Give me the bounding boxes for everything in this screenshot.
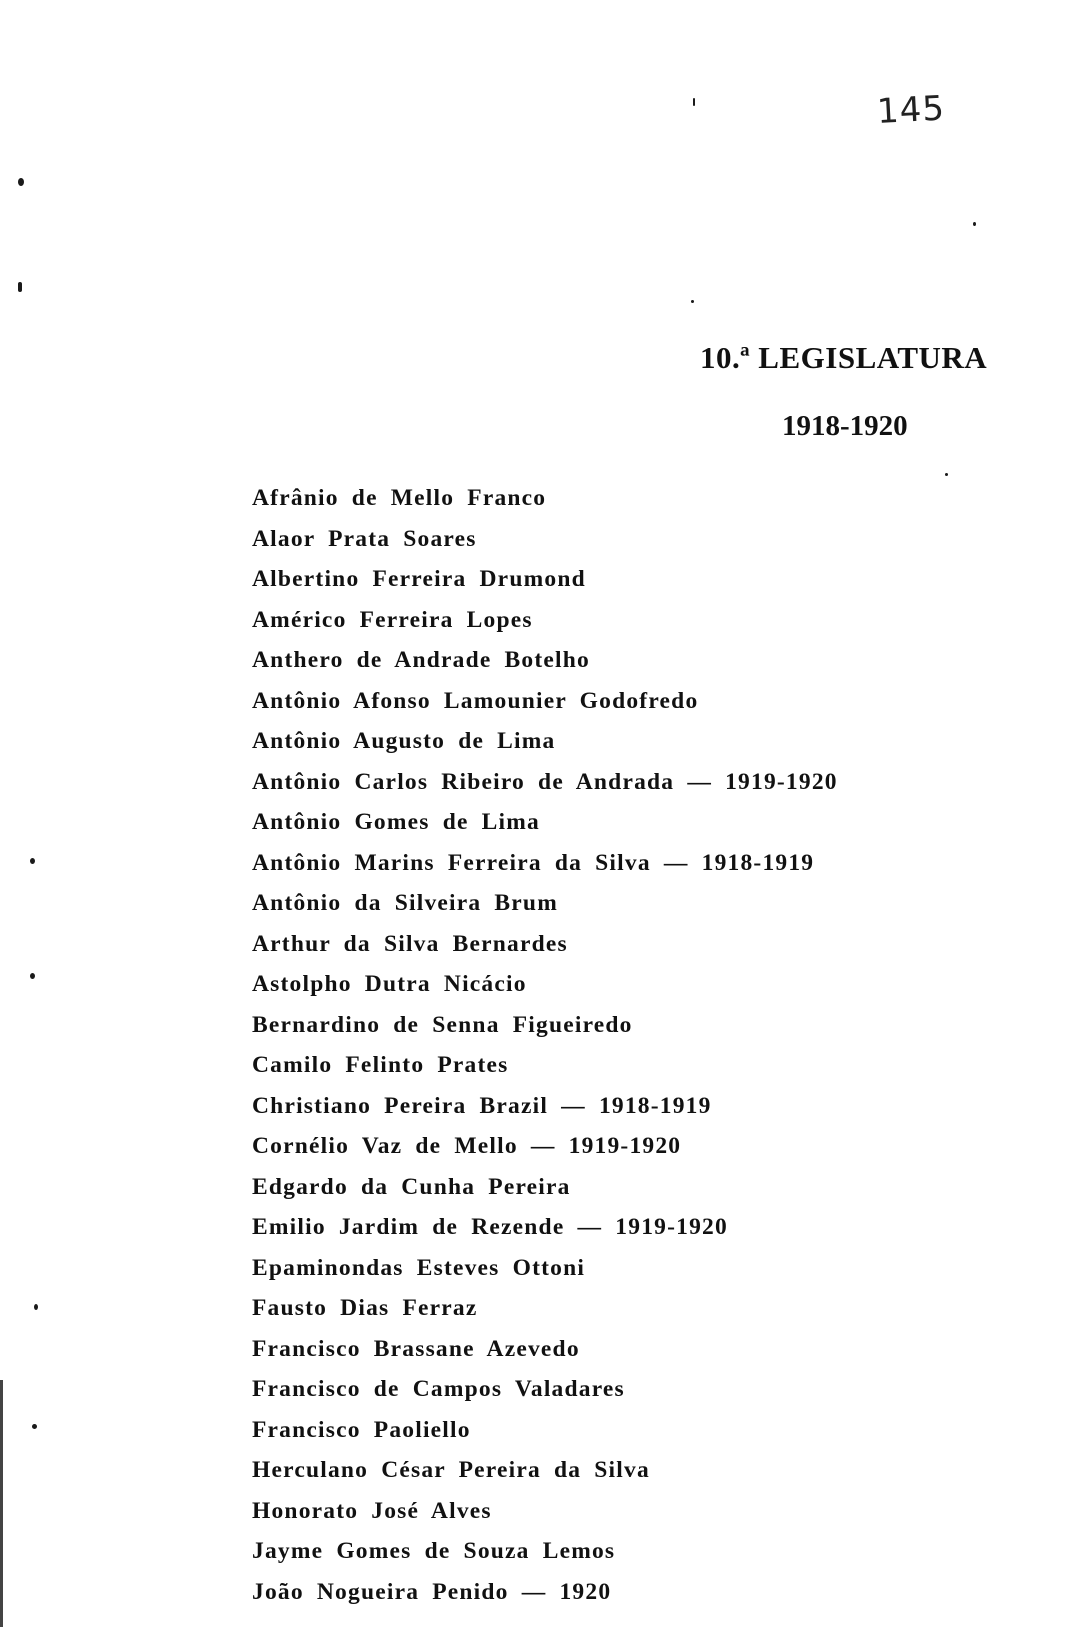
- list-item: Alaor Prata Soares: [252, 525, 477, 552]
- list-item: Anthero de Andrade Botelho: [252, 647, 590, 673]
- scan-speck: [693, 98, 695, 106]
- scan-speck: [973, 222, 976, 226]
- list-item: Fausto Dias Ferraz: [252, 1295, 478, 1321]
- list-item: João Nogueira Penido — 1920: [252, 1578, 612, 1605]
- scan-speck: [30, 973, 35, 979]
- scan-speck: [18, 282, 22, 292]
- list-item: Cornélio Vaz de Mello — 1919-1920: [252, 1133, 682, 1159]
- list-item: Astolpho Dutra Nicácio: [252, 971, 527, 997]
- scan-speck: [32, 1424, 37, 1429]
- list-item: Edgardo da Cunha Pereira: [252, 1173, 571, 1200]
- list-item: Antônio Carlos Ribeiro de Andrada — 1919-1920: [252, 768, 838, 795]
- list-item: Arthur da Silva Bernardes: [252, 930, 568, 957]
- scan-speck: [18, 178, 24, 186]
- list-item: Herculano César Pereira da Silva: [252, 1457, 650, 1483]
- scan-speck: [945, 473, 948, 476]
- list-item: Christiano Pereira Brazil — 1918-1919: [252, 1092, 712, 1119]
- member-list: [252, 478, 838, 1612]
- page-edge-shadow: [0, 1380, 3, 1627]
- scan-speck: [691, 300, 694, 303]
- list-item: Bernardino de Senna Figueiredo: [252, 1011, 633, 1038]
- list-item: Antônio Afonso Lamounier Godofredo: [252, 687, 699, 714]
- legislature-title: 10.ª LEGISLATURA: [700, 340, 988, 375]
- page-number: 145: [876, 88, 946, 132]
- list-item: Francisco Paoliello: [252, 1416, 471, 1443]
- list-item: Antônio Augusto de Lima: [252, 728, 556, 754]
- list-item: Emilio Jardim de Rezende — 1919-1920: [252, 1214, 728, 1240]
- list-item: Epaminondas Esteves Ottoni: [252, 1254, 586, 1281]
- list-item: Camilo Felinto Prates: [252, 1052, 509, 1078]
- list-item: Francisco Brassane Azevedo: [252, 1335, 580, 1362]
- list-item: Francisco de Campos Valadares: [252, 1376, 625, 1402]
- scan-speck: [34, 1304, 38, 1310]
- list-item: Américo Ferreira Lopes: [252, 606, 533, 633]
- list-item: Jayme Gomes de Souza Lemos: [252, 1538, 616, 1564]
- list-item: Antônio Marins Ferreira da Silva — 1918-1919: [252, 849, 815, 876]
- list-item: Antônio Gomes de Lima: [252, 809, 540, 835]
- list-item: Albertino Ferreira Drumond: [252, 566, 586, 592]
- list-item: Antônio da Silveira Brum: [252, 890, 558, 916]
- legislature-years: 1918-1920: [782, 410, 908, 442]
- scan-speck: [30, 858, 35, 864]
- list-item: Afrânio de Mello Franco: [252, 485, 547, 511]
- list-item: Honorato José Alves: [252, 1497, 492, 1524]
